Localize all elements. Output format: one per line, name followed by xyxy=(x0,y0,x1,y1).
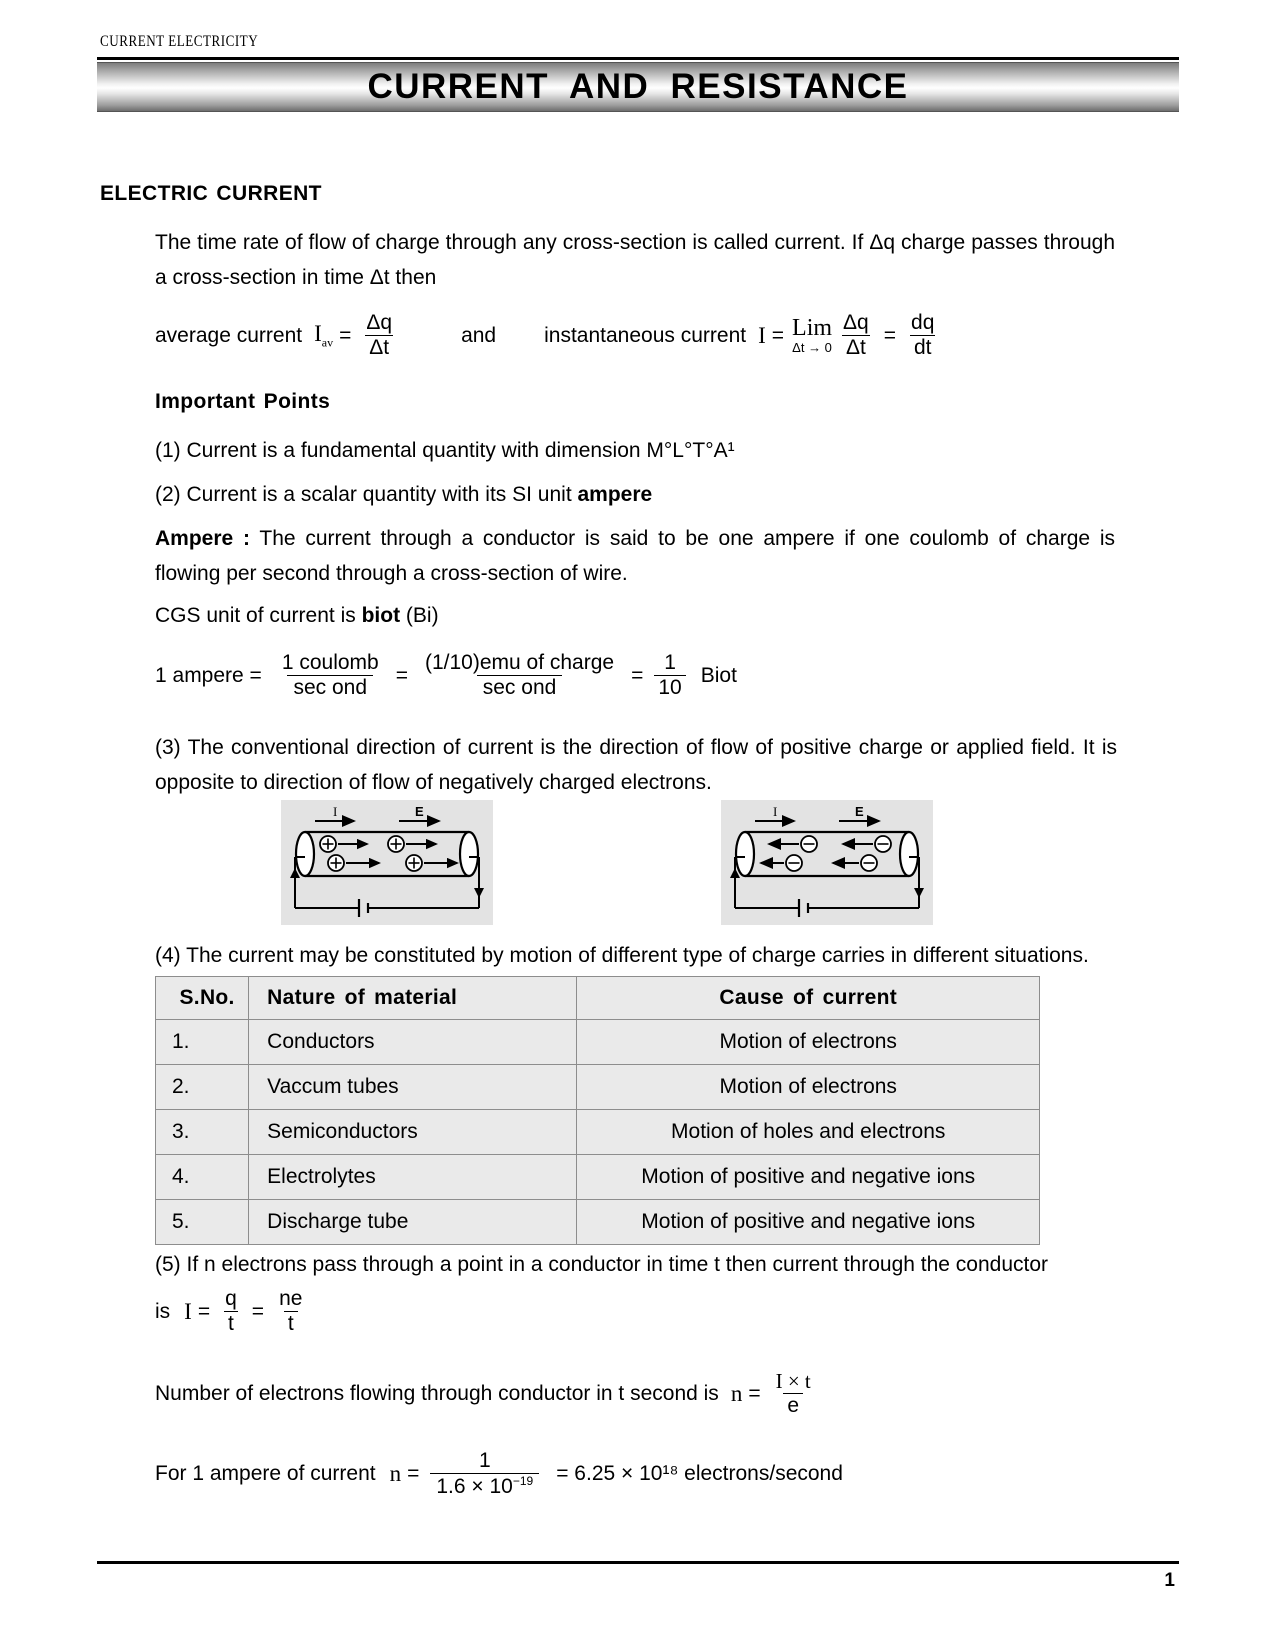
current-definitions-row xyxy=(155,312,943,359)
table-row xyxy=(156,1200,1040,1245)
table-body xyxy=(156,1020,1040,1245)
charge-carriers-table xyxy=(155,976,1040,1245)
electron-flow-circuit-svg xyxy=(721,800,933,925)
denominator-second-2: sec ond xyxy=(477,675,563,699)
fraction-q-t xyxy=(221,1288,241,1335)
numerator-q: q xyxy=(225,1287,237,1310)
numerator-one-2: 1 xyxy=(478,1449,491,1472)
point-4: (4) The current may be constituted by motion of different type of charge carries in different situations. xyxy=(155,944,1089,967)
numerator-delta-q: Δq xyxy=(366,311,393,334)
numerator-one: 1 xyxy=(664,651,676,674)
result-text: = 6.25 × 10¹⁸ electrons/second xyxy=(556,1462,843,1486)
limit-subscript: Δt → 0 xyxy=(792,339,832,355)
denominator-elementary-charge: $1.6 \times 10^{-19}$ xyxy=(430,1473,539,1498)
symbol-n: n xyxy=(730,1380,743,1406)
point-3: (3) The conventional direction of current is the direction of flow of positive charge or applied field. It is opposite to direction of flow of negatively charged electrons. xyxy=(155,736,1117,794)
table-row xyxy=(156,1155,1040,1200)
fraction-emu-second xyxy=(419,652,620,699)
cell-cause: Motion of positive and negative ions xyxy=(577,1155,1040,1200)
field-label-E: E xyxy=(415,804,424,819)
point-5: (5) If n electrons pass through a point in a conductor in time t then current through the conductor xyxy=(155,1253,1049,1276)
fraction-one-over-elementary-charge xyxy=(430,1450,539,1498)
point-2-text: (2) Current is a scalar quantity with its SI unit xyxy=(155,483,578,506)
cell-material: Vaccum tubes xyxy=(249,1065,577,1110)
denominator-dt: dt xyxy=(910,335,936,359)
denominator-delta-t: Δt xyxy=(365,335,393,359)
cgs-suffix: (Bi) xyxy=(400,604,439,627)
ampere-equation-label: 1 ampere = xyxy=(155,663,262,687)
denominator-delta-t-2: Δt xyxy=(842,335,870,359)
current-charge-equation xyxy=(155,1288,311,1335)
equals-sign-4: = xyxy=(395,663,408,687)
cgs-unit-biot: biot xyxy=(361,604,401,627)
ampere-term: Ampere : xyxy=(155,527,250,550)
symbol-I: I xyxy=(758,322,766,348)
equals-sign-8: = xyxy=(748,1381,761,1405)
denominator-second: sec ond xyxy=(287,675,373,699)
point-1: (1) Current is a fundamental quantity with dimension M°L°T°A¹ xyxy=(155,439,735,462)
one-ampere-equation xyxy=(155,1450,843,1498)
numerator-emu-charge: (1/10)emu of charge xyxy=(424,651,615,674)
ampere-definition-text: The current through a conductor is said to be one ampere if one coulomb of charge is flowing per second through a cross-section of wire. xyxy=(155,527,1115,585)
table-row xyxy=(156,1065,1040,1110)
electron-count-label: Number of electrons flowing through conductor in t second is xyxy=(155,1381,719,1405)
col-header-material: Nature of material xyxy=(249,977,577,1020)
denominator-t-2: t xyxy=(284,1311,298,1335)
cell-cause: Motion of electrons xyxy=(577,1020,1040,1065)
symbol-n-2: n xyxy=(389,1461,402,1487)
fraction-dq-dt-2 xyxy=(839,312,873,359)
cell-material: Discharge tube xyxy=(249,1200,577,1245)
ampere-biot-equation xyxy=(155,652,737,699)
page-title: CURRENT AND RESISTANCE xyxy=(367,67,909,106)
point-5-is-label: is xyxy=(155,1299,171,1323)
symbol-I-2: I xyxy=(184,1298,192,1324)
cell-cause: Motion of holes and electrons xyxy=(577,1110,1040,1155)
equals-sign-6: = xyxy=(197,1299,211,1323)
one-ampere-label: For 1 ampere of current xyxy=(155,1462,376,1486)
cell-material: Conductors xyxy=(249,1020,577,1065)
current-label-I-right: I xyxy=(773,804,778,819)
fraction-one-tenth xyxy=(654,652,685,699)
cell-cause: Motion of electrons xyxy=(577,1065,1040,1110)
cgs-prefix: CGS unit of current is xyxy=(155,604,362,627)
positive-charge-flow-diagram xyxy=(281,800,493,925)
numerator-delta-q-2: Δq xyxy=(843,311,869,334)
intro-paragraph: The time rate of flow of charge through any cross-section is called current. If Δq charge passes through a cross-section in time Δt then xyxy=(155,231,1115,289)
equals-sign-2: = xyxy=(771,323,785,347)
cell-sno: 3. xyxy=(156,1110,249,1155)
equals-sign-5: = xyxy=(631,663,644,687)
important-points-heading: Important Points xyxy=(155,390,331,413)
electron-count-equation xyxy=(155,1370,820,1417)
symbol-I-av: $I_{av}$ xyxy=(314,320,334,350)
limit-operator xyxy=(792,316,832,355)
title-banner xyxy=(97,62,1179,112)
table-row xyxy=(156,1020,1040,1065)
cgs-unit-line xyxy=(155,598,1115,633)
numerator-dq: dq xyxy=(911,311,935,334)
header-rule xyxy=(97,57,1179,60)
table-header-row xyxy=(156,977,1040,1020)
cell-material: Semiconductors xyxy=(249,1110,577,1155)
col-header-sno: S.No. xyxy=(156,977,249,1020)
fraction-It-e xyxy=(772,1370,815,1417)
page-number: 1 xyxy=(1164,1570,1175,1591)
cell-sno: 5. xyxy=(156,1200,249,1245)
cell-sno: 4. xyxy=(156,1155,249,1200)
instantaneous-current-label: instantaneous current xyxy=(544,323,747,347)
and-label: and xyxy=(461,323,497,347)
electron-flow-diagram xyxy=(721,800,933,925)
table-header xyxy=(156,977,1040,1020)
ampere-definition xyxy=(155,521,1115,591)
denominator-e: e xyxy=(783,1393,803,1417)
field-label-E-right: E xyxy=(855,804,864,819)
numerator-ne: ne xyxy=(279,1287,303,1310)
fraction-dq-dt-derivative xyxy=(907,312,938,359)
current-label-I: I xyxy=(333,804,338,819)
denominator-t: t xyxy=(224,1311,238,1335)
average-current-label: average current xyxy=(155,323,303,347)
equals-sign-7: = xyxy=(251,1299,265,1323)
equals-sign-3: = xyxy=(883,323,897,347)
footer-rule xyxy=(97,1561,1179,1564)
running-head: CURRENT ELECTRICITY xyxy=(100,33,259,50)
numerator-one-coulomb: 1 coulomb xyxy=(281,651,379,674)
equals-sign: = xyxy=(339,323,352,347)
fraction-coulomb-second xyxy=(276,652,385,699)
point-2-unit: ampere xyxy=(577,483,653,506)
table-row xyxy=(156,1110,1040,1155)
biot-unit-label: Biot xyxy=(700,663,737,687)
fraction-ne-t xyxy=(275,1288,306,1335)
denominator-ten: 10 xyxy=(654,675,685,699)
positive-charge-circuit-svg xyxy=(281,800,493,925)
cell-sno: 2. xyxy=(156,1065,249,1110)
cell-material: Electrolytes xyxy=(249,1155,577,1200)
equals-sign-9: = xyxy=(407,1462,420,1486)
limit-label: Lim xyxy=(792,314,833,341)
fraction-dq-dt xyxy=(362,312,396,359)
cell-cause: Motion of positive and negative ions xyxy=(577,1200,1040,1245)
point-2 xyxy=(155,477,1115,512)
numerator-I-times-t: I × t xyxy=(775,1369,811,1393)
col-header-cause: Cause of current xyxy=(577,977,1040,1020)
cell-sno: 1. xyxy=(156,1020,249,1065)
section-heading-electric-current: ELECTRIC CURRENT xyxy=(100,182,322,205)
